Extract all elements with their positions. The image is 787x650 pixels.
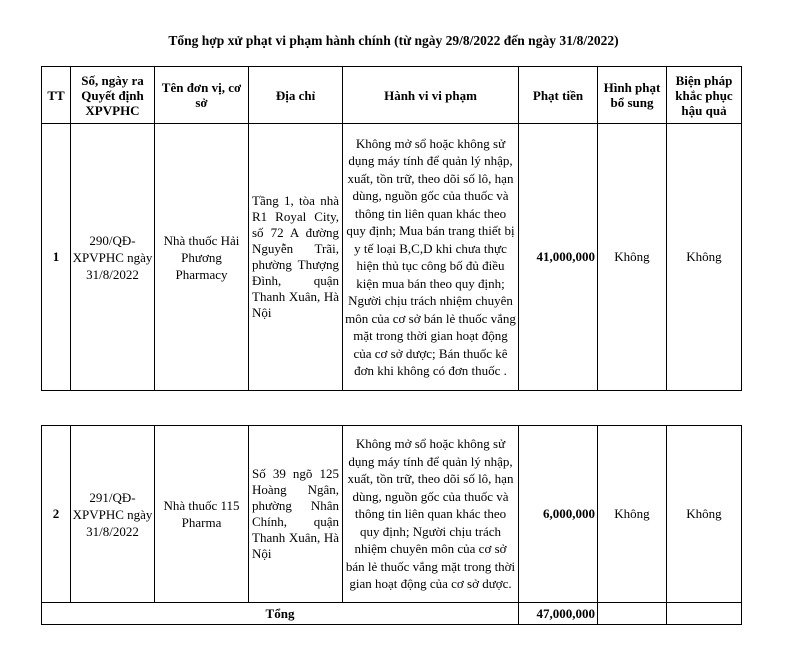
row-decision: 290/QĐ-XPVPHC ngày 31/8/2022	[71, 124, 155, 391]
row-remedy: Không	[667, 124, 742, 391]
row-tt: 1	[42, 124, 71, 391]
header-decision: Số, ngày ra Quyết định XPVPHC	[71, 67, 155, 124]
row-remedy: Không	[667, 426, 742, 603]
total-row	[42, 603, 742, 625]
row-fine: 41,000,000	[519, 124, 598, 391]
header-unit: Tên đơn vị, cơ sở	[155, 67, 249, 124]
violations-table-part-1	[41, 66, 742, 391]
total-empty-cell	[667, 603, 742, 625]
total-amount: 47,000,000	[519, 603, 598, 625]
header-extra-penalty: Hình phạt bổ sung	[598, 67, 667, 124]
row-unit: Nhà thuốc Hải Phương Pharmacy	[155, 124, 249, 391]
total-empty-cell	[598, 603, 667, 625]
row-extra-penalty: Không	[598, 124, 667, 391]
row-address: Số 39 ngõ 125 Hoàng Ngân, phường Nhân Chính, quận Thanh Xuân, Hà Nội	[249, 426, 343, 603]
row-violation: Không mở sổ hoặc không sử dụng máy tính để quản lý nhập, xuất, tồn trữ, theo dõi số lô, hạn dùng, nguồn gốc của thuốc và thông tin liên quan khác theo quy định; Người chịu trách nhiệm chuyên môn của cơ sở bán lẻ thuốc vắng mặt trong thời gian hoạt động của cơ sở dược.	[343, 426, 519, 603]
row-unit: Nhà thuốc 115 Pharma	[155, 426, 249, 603]
violations-table-part-2	[41, 425, 742, 625]
header-row	[42, 67, 742, 124]
row-address: Tầng 1, tòa nhà R1 Royal City, số 72 A đường Nguyễn Trãi, phường Thượng Đình, quận Thanh Xuân, Hà Nội	[249, 124, 343, 391]
document-title: Tổng hợp xử phạt vi phạm hành chính (từ ngày 29/8/2022 đến ngày 31/8/2022)	[168, 33, 619, 48]
table-row	[42, 426, 742, 603]
header-tt: TT	[42, 67, 71, 124]
row-tt: 2	[42, 426, 71, 603]
header-fine: Phạt tiền	[519, 67, 598, 124]
row-decision: 291/QĐ-XPVPHC ngày 31/8/2022	[71, 426, 155, 603]
header-violation: Hành vi vi phạm	[343, 67, 519, 124]
table-row	[42, 124, 742, 391]
header-address: Địa chỉ	[249, 67, 343, 124]
row-violation: Không mở sổ hoặc không sử dụng máy tính để quản lý nhập, xuất, tồn trữ, theo dõi số lô, hạn dùng, nguồn gốc của thuốc và thông tin liên quan khác theo quy định; Mua bán trang thiết bị y tế loại B,C,D khi chưa thực hiện thủ tục công bố đủ điều kiện mua bán theo quy định; Người chịu trách nhiệm chuyên môn của cơ sở bán lẻ thuốc vắng mặt trong thời gian hoạt động của cơ sở dược; Bán thuốc kê đơn khi không có đơn thuốc .	[343, 124, 519, 391]
row-fine: 6,000,000	[519, 426, 598, 603]
total-label: Tổng	[42, 603, 519, 625]
row-extra-penalty: Không	[598, 426, 667, 603]
header-remedy: Biện pháp khắc phục hậu quả	[667, 67, 742, 124]
